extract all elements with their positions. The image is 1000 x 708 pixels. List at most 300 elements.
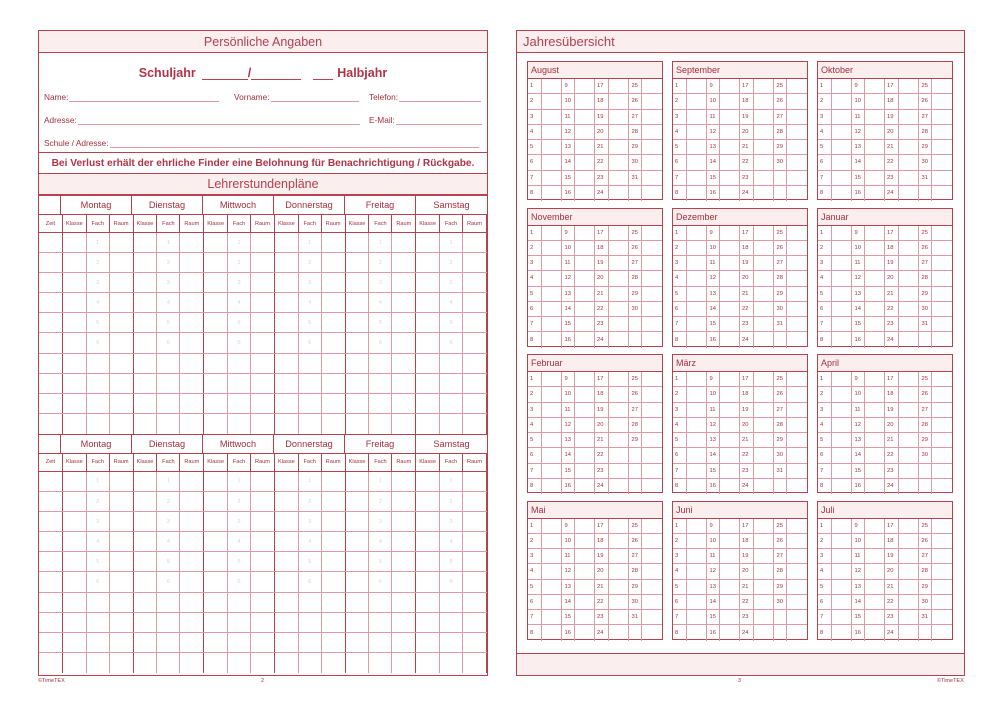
day-cell[interactable]: 12	[852, 564, 866, 578]
day-note-cell[interactable]	[865, 549, 885, 563]
day-cell[interactable]: 14	[562, 448, 576, 462]
day-note-cell[interactable]	[787, 110, 807, 124]
day-note-cell[interactable]	[687, 433, 707, 447]
day-cell[interactable]	[629, 479, 643, 494]
day-note-cell[interactable]	[720, 403, 740, 417]
raum-cell[interactable]	[463, 233, 487, 252]
day-cell[interactable]: 9	[562, 226, 576, 240]
day-note-cell[interactable]	[832, 171, 852, 185]
raum-cell[interactable]	[463, 273, 487, 292]
day-cell[interactable]: 25	[919, 226, 933, 240]
klasse-cell[interactable]	[346, 273, 370, 292]
day-note-cell[interactable]	[899, 464, 919, 478]
day-cell[interactable]: 2	[818, 387, 832, 401]
day-cell[interactable]: 31	[629, 610, 643, 624]
raum-cell[interactable]	[392, 532, 416, 551]
raum-cell[interactable]	[251, 653, 275, 673]
day-cell[interactable]: 16	[852, 625, 866, 640]
raum-cell[interactable]	[322, 313, 346, 332]
day-note-cell[interactable]	[899, 256, 919, 270]
day-cell[interactable]: 19	[885, 256, 899, 270]
day-cell[interactable]: 27	[774, 403, 788, 417]
klasse-cell[interactable]	[134, 273, 158, 292]
day-cell[interactable]: 20	[595, 125, 609, 139]
day-cell[interactable]: 12	[707, 271, 721, 285]
day-note-cell[interactable]	[787, 418, 807, 432]
raum-cell[interactable]	[463, 333, 487, 352]
raum-cell[interactable]	[463, 374, 487, 393]
day-note-cell[interactable]	[832, 625, 852, 640]
day-note-cell[interactable]	[642, 564, 662, 578]
day-note-cell[interactable]	[542, 256, 562, 270]
klasse-cell[interactable]	[63, 333, 87, 352]
day-cell[interactable]: 7	[673, 317, 687, 331]
raum-cell[interactable]	[392, 233, 416, 252]
day-note-cell[interactable]	[754, 595, 774, 609]
day-note-cell[interactable]	[932, 110, 952, 124]
klasse-cell[interactable]	[416, 472, 440, 491]
day-note-cell[interactable]	[575, 387, 595, 401]
day-cell[interactable]: 11	[562, 403, 576, 417]
day-note-cell[interactable]	[865, 271, 885, 285]
day-note-cell[interactable]	[720, 125, 740, 139]
zeit-cell[interactable]	[39, 492, 63, 511]
raum-cell[interactable]	[322, 653, 346, 673]
day-note-cell[interactable]	[932, 610, 952, 624]
raum-cell[interactable]	[180, 414, 204, 434]
day-note-cell[interactable]	[865, 564, 885, 578]
raum-cell[interactable]	[251, 613, 275, 632]
day-cell[interactable]: 11	[707, 403, 721, 417]
day-note-cell[interactable]	[642, 155, 662, 169]
day-cell[interactable]: 20	[885, 125, 899, 139]
raum-cell[interactable]	[322, 633, 346, 652]
day-cell[interactable]: 28	[629, 271, 643, 285]
raum-cell[interactable]	[251, 572, 275, 591]
fach-cell[interactable]: 3	[369, 273, 392, 292]
day-cell[interactable]: 10	[707, 94, 721, 108]
klasse-cell[interactable]	[416, 633, 440, 652]
day-cell[interactable]: 13	[707, 140, 721, 154]
day-cell[interactable]: 12	[707, 125, 721, 139]
day-cell[interactable]: 17	[740, 372, 754, 386]
day-cell[interactable]: 8	[528, 332, 542, 347]
day-cell[interactable]: 27	[774, 549, 788, 563]
day-note-cell[interactable]	[932, 332, 952, 347]
day-cell[interactable]: 5	[818, 140, 832, 154]
day-cell[interactable]: 29	[629, 433, 643, 447]
day-note-cell[interactable]	[787, 519, 807, 533]
day-note-cell[interactable]	[865, 433, 885, 447]
day-cell[interactable]: 16	[852, 479, 866, 494]
raum-cell[interactable]	[322, 394, 346, 413]
klasse-cell[interactable]	[275, 333, 299, 352]
day-note-cell[interactable]	[720, 534, 740, 548]
zeit-cell[interactable]	[39, 333, 63, 352]
day-note-cell[interactable]	[832, 564, 852, 578]
klasse-cell[interactable]	[346, 512, 370, 531]
day-note-cell[interactable]	[575, 94, 595, 108]
day-cell[interactable]: 8	[673, 625, 687, 640]
day-cell[interactable]: 13	[707, 580, 721, 594]
day-note-cell[interactable]	[932, 79, 952, 93]
day-note-cell[interactable]	[787, 140, 807, 154]
day-cell[interactable]: 30	[774, 302, 788, 316]
day-note-cell[interactable]	[832, 332, 852, 347]
raum-cell[interactable]	[110, 492, 134, 511]
day-cell[interactable]: 21	[740, 287, 754, 301]
day-cell[interactable]: 7	[528, 317, 542, 331]
day-cell[interactable]: 26	[774, 387, 788, 401]
day-note-cell[interactable]	[720, 610, 740, 624]
day-note-cell[interactable]	[932, 519, 952, 533]
day-note-cell[interactable]	[932, 418, 952, 432]
day-note-cell[interactable]	[899, 595, 919, 609]
day-note-cell[interactable]	[832, 418, 852, 432]
raum-cell[interactable]	[110, 293, 134, 312]
raum-cell[interactable]	[110, 354, 134, 373]
raum-cell[interactable]	[251, 333, 275, 352]
day-cell[interactable]: 15	[707, 171, 721, 185]
day-note-cell[interactable]	[787, 403, 807, 417]
day-cell[interactable]: 29	[629, 580, 643, 594]
klasse-cell[interactable]	[204, 613, 228, 632]
day-note-cell[interactable]	[575, 226, 595, 240]
day-note-cell[interactable]	[720, 226, 740, 240]
day-note-cell[interactable]	[754, 433, 774, 447]
day-cell[interactable]: 3	[673, 403, 687, 417]
klasse-cell[interactable]	[275, 313, 299, 332]
day-note-cell[interactable]	[687, 79, 707, 93]
fach-cell[interactable]: 4	[87, 532, 110, 551]
day-note-cell[interactable]	[899, 418, 919, 432]
day-cell[interactable]: 12	[852, 125, 866, 139]
day-note-cell[interactable]	[832, 549, 852, 563]
day-note-cell[interactable]	[899, 79, 919, 93]
klasse-cell[interactable]	[346, 313, 370, 332]
raum-cell[interactable]	[392, 552, 416, 571]
day-note-cell[interactable]	[642, 332, 662, 347]
fach-cell[interactable]	[440, 653, 463, 673]
day-note-cell[interactable]	[609, 479, 629, 494]
fach-cell[interactable]: 1	[87, 233, 110, 252]
fach-cell[interactable]	[87, 613, 110, 632]
day-note-cell[interactable]	[575, 372, 595, 386]
raum-cell[interactable]	[251, 532, 275, 551]
day-cell[interactable]: 21	[595, 580, 609, 594]
raum-cell[interactable]	[180, 253, 204, 272]
day-cell[interactable]	[774, 171, 788, 185]
raum-cell[interactable]	[180, 273, 204, 292]
raum-cell[interactable]	[463, 394, 487, 413]
klasse-cell[interactable]	[63, 414, 87, 434]
raum-cell[interactable]	[322, 512, 346, 531]
day-cell[interactable]: 3	[528, 549, 542, 563]
day-note-cell[interactable]	[687, 519, 707, 533]
day-note-cell[interactable]	[542, 549, 562, 563]
raum-cell[interactable]	[463, 293, 487, 312]
day-note-cell[interactable]	[787, 94, 807, 108]
day-cell[interactable]: 21	[885, 580, 899, 594]
day-note-cell[interactable]	[899, 332, 919, 347]
day-note-cell[interactable]	[642, 519, 662, 533]
fach-cell[interactable]: 4	[228, 293, 251, 312]
fach-cell[interactable]: 4	[369, 293, 392, 312]
day-note-cell[interactable]	[865, 418, 885, 432]
telefon-field[interactable]	[399, 93, 481, 102]
day-cell[interactable]: 8	[818, 479, 832, 494]
day-note-cell[interactable]	[787, 549, 807, 563]
day-cell[interactable]: 15	[562, 610, 576, 624]
day-note-cell[interactable]	[865, 317, 885, 331]
day-cell[interactable]: 3	[818, 549, 832, 563]
day-note-cell[interactable]	[609, 140, 629, 154]
day-note-cell[interactable]	[642, 186, 662, 201]
day-cell[interactable]: 13	[707, 433, 721, 447]
day-note-cell[interactable]	[899, 110, 919, 124]
day-note-cell[interactable]	[687, 464, 707, 478]
klasse-cell[interactable]	[416, 354, 440, 373]
day-note-cell[interactable]	[787, 171, 807, 185]
day-cell[interactable]: 24	[740, 625, 754, 640]
day-note-cell[interactable]	[609, 241, 629, 255]
day-cell[interactable]: 30	[629, 155, 643, 169]
raum-cell[interactable]	[463, 472, 487, 491]
day-note-cell[interactable]	[609, 564, 629, 578]
day-cell[interactable]: 16	[852, 332, 866, 347]
zeit-cell[interactable]	[39, 253, 63, 272]
raum-cell[interactable]	[322, 613, 346, 632]
day-cell[interactable]: 12	[562, 564, 576, 578]
day-cell[interactable]: 18	[740, 534, 754, 548]
day-cell[interactable]: 10	[562, 387, 576, 401]
raum-cell[interactable]	[463, 552, 487, 571]
fach-cell[interactable]	[87, 633, 110, 652]
fach-cell[interactable]	[369, 414, 392, 434]
day-note-cell[interactable]	[932, 387, 952, 401]
day-cell[interactable]: 14	[852, 302, 866, 316]
fach-cell[interactable]	[87, 593, 110, 612]
day-cell[interactable]: 21	[595, 433, 609, 447]
day-note-cell[interactable]	[899, 317, 919, 331]
fach-cell[interactable]	[299, 394, 322, 413]
day-cell[interactable]: 4	[673, 271, 687, 285]
fach-cell[interactable]: 6	[228, 333, 251, 352]
day-note-cell[interactable]	[609, 155, 629, 169]
day-cell[interactable]: 7	[818, 317, 832, 331]
klasse-cell[interactable]	[63, 593, 87, 612]
day-note-cell[interactable]	[575, 549, 595, 563]
day-cell[interactable]: 21	[595, 287, 609, 301]
day-cell[interactable]: 24	[885, 625, 899, 640]
fach-cell[interactable]: 4	[299, 293, 322, 312]
raum-cell[interactable]	[110, 532, 134, 551]
day-cell[interactable]: 25	[629, 226, 643, 240]
day-cell[interactable]: 12	[562, 418, 576, 432]
fach-cell[interactable]: 5	[87, 313, 110, 332]
day-note-cell[interactable]	[865, 595, 885, 609]
fach-cell[interactable]	[228, 414, 251, 434]
day-cell[interactable]: 21	[885, 287, 899, 301]
day-note-cell[interactable]	[754, 125, 774, 139]
klasse-cell[interactable]	[63, 313, 87, 332]
day-note-cell[interactable]	[575, 110, 595, 124]
day-cell[interactable]: 16	[707, 479, 721, 494]
day-cell[interactable]: 7	[673, 610, 687, 624]
day-note-cell[interactable]	[642, 372, 662, 386]
day-cell[interactable]: 19	[885, 403, 899, 417]
day-cell[interactable]: 10	[852, 387, 866, 401]
day-note-cell[interactable]	[642, 403, 662, 417]
day-cell[interactable]: 4	[673, 125, 687, 139]
day-note-cell[interactable]	[865, 479, 885, 494]
raum-cell[interactable]	[110, 512, 134, 531]
raum-cell[interactable]	[463, 593, 487, 612]
fach-cell[interactable]: 6	[299, 572, 322, 591]
day-cell[interactable]: 11	[707, 110, 721, 124]
day-note-cell[interactable]	[720, 155, 740, 169]
day-cell[interactable]: 2	[818, 241, 832, 255]
day-note-cell[interactable]	[865, 580, 885, 594]
day-cell[interactable]: 12	[707, 564, 721, 578]
klasse-cell[interactable]	[416, 313, 440, 332]
day-note-cell[interactable]	[754, 418, 774, 432]
day-note-cell[interactable]	[832, 372, 852, 386]
day-note-cell[interactable]	[787, 387, 807, 401]
day-note-cell[interactable]	[932, 464, 952, 478]
klasse-cell[interactable]	[275, 354, 299, 373]
day-note-cell[interactable]	[932, 94, 952, 108]
day-cell[interactable]: 9	[852, 79, 866, 93]
day-cell[interactable]: 16	[707, 332, 721, 347]
day-note-cell[interactable]	[642, 79, 662, 93]
raum-cell[interactable]	[251, 293, 275, 312]
day-cell[interactable]: 28	[629, 125, 643, 139]
day-note-cell[interactable]	[575, 403, 595, 417]
day-cell[interactable]: 9	[562, 519, 576, 533]
day-note-cell[interactable]	[609, 256, 629, 270]
fach-cell[interactable]	[157, 593, 180, 612]
klasse-cell[interactable]	[346, 653, 370, 673]
raum-cell[interactable]	[110, 613, 134, 632]
day-cell[interactable]: 10	[852, 94, 866, 108]
day-note-cell[interactable]	[687, 625, 707, 640]
day-note-cell[interactable]	[932, 448, 952, 462]
day-note-cell[interactable]	[720, 317, 740, 331]
day-cell[interactable]: 2	[528, 534, 542, 548]
day-cell[interactable]: 19	[595, 549, 609, 563]
day-cell[interactable]: 27	[919, 403, 933, 417]
day-note-cell[interactable]	[865, 610, 885, 624]
day-cell[interactable]: 31	[919, 171, 933, 185]
raum-cell[interactable]	[463, 512, 487, 531]
day-cell[interactable]: 2	[673, 387, 687, 401]
day-note-cell[interactable]	[542, 519, 562, 533]
day-note-cell[interactable]	[720, 564, 740, 578]
day-cell[interactable]: 13	[707, 287, 721, 301]
fach-cell[interactable]: 1	[299, 472, 322, 491]
fach-cell[interactable]: 3	[369, 512, 392, 531]
raum-cell[interactable]	[322, 233, 346, 252]
day-note-cell[interactable]	[787, 186, 807, 201]
zeit-cell[interactable]	[39, 512, 63, 531]
fach-cell[interactable]: 4	[87, 293, 110, 312]
day-note-cell[interactable]	[687, 302, 707, 316]
day-cell[interactable]: 18	[595, 241, 609, 255]
klasse-cell[interactable]	[134, 354, 158, 373]
klasse-cell[interactable]	[416, 414, 440, 434]
day-note-cell[interactable]	[720, 595, 740, 609]
zeit-cell[interactable]	[39, 653, 63, 673]
fach-cell[interactable]: 2	[157, 492, 180, 511]
fach-cell[interactable]: 2	[228, 253, 251, 272]
day-note-cell[interactable]	[787, 287, 807, 301]
day-cell[interactable]: 17	[885, 226, 899, 240]
day-note-cell[interactable]	[687, 418, 707, 432]
day-note-cell[interactable]	[687, 372, 707, 386]
raum-cell[interactable]	[463, 613, 487, 632]
day-cell[interactable]: 14	[562, 595, 576, 609]
day-cell[interactable]: 17	[885, 519, 899, 533]
day-cell[interactable]: 19	[885, 549, 899, 563]
day-note-cell[interactable]	[932, 171, 952, 185]
day-cell[interactable]: 8	[673, 479, 687, 494]
raum-cell[interactable]	[110, 593, 134, 612]
day-cell[interactable]: 16	[852, 186, 866, 201]
day-cell[interactable]: 5	[818, 433, 832, 447]
day-cell[interactable]: 31	[774, 317, 788, 331]
day-cell[interactable]: 20	[595, 271, 609, 285]
klasse-cell[interactable]	[346, 633, 370, 652]
day-cell[interactable]: 11	[707, 549, 721, 563]
day-cell[interactable]: 17	[885, 372, 899, 386]
day-note-cell[interactable]	[542, 317, 562, 331]
day-note-cell[interactable]	[932, 403, 952, 417]
day-cell[interactable]: 5	[528, 140, 542, 154]
day-cell[interactable]: 23	[885, 610, 899, 624]
day-note-cell[interactable]	[932, 625, 952, 640]
day-note-cell[interactable]	[642, 418, 662, 432]
day-cell[interactable]: 19	[595, 110, 609, 124]
day-note-cell[interactable]	[609, 125, 629, 139]
klasse-cell[interactable]	[134, 333, 158, 352]
vorname-field[interactable]	[271, 93, 359, 102]
day-note-cell[interactable]	[899, 372, 919, 386]
day-note-cell[interactable]	[865, 302, 885, 316]
day-cell[interactable]: 25	[629, 372, 643, 386]
klasse-cell[interactable]	[346, 374, 370, 393]
fach-cell[interactable]: 1	[228, 472, 251, 491]
day-cell[interactable]: 2	[673, 94, 687, 108]
raum-cell[interactable]	[110, 472, 134, 491]
fach-cell[interactable]: 6	[228, 572, 251, 591]
day-cell[interactable]: 23	[740, 610, 754, 624]
day-note-cell[interactable]	[754, 479, 774, 494]
raum-cell[interactable]	[180, 512, 204, 531]
raum-cell[interactable]	[392, 653, 416, 673]
day-note-cell[interactable]	[642, 241, 662, 255]
day-cell[interactable]: 7	[528, 464, 542, 478]
day-note-cell[interactable]	[932, 534, 952, 548]
day-cell[interactable]: 12	[707, 418, 721, 432]
day-note-cell[interactable]	[865, 125, 885, 139]
day-cell[interactable]: 15	[707, 464, 721, 478]
day-note-cell[interactable]	[899, 271, 919, 285]
day-cell[interactable]: 31	[919, 610, 933, 624]
zeit-cell[interactable]	[39, 273, 63, 292]
klasse-cell[interactable]	[63, 253, 87, 272]
day-note-cell[interactable]	[687, 317, 707, 331]
